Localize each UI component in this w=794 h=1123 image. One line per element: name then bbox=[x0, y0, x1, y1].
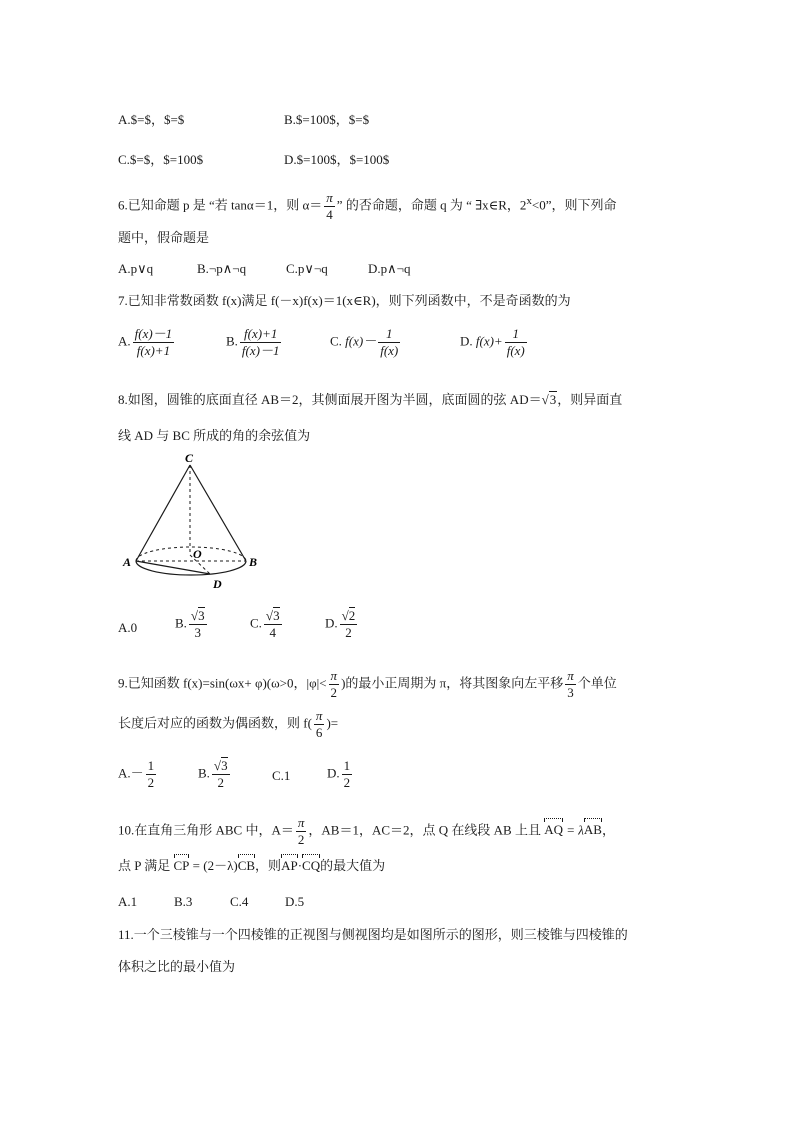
q7-option-c: C. f(x)－ $\frac{1}{f(x)}$ bbox=[330, 326, 399, 358]
q8-stem-line2: 线 AD 与 BC 所成的角的余弦值为 bbox=[118, 428, 311, 443]
q9-option-c: C.1 bbox=[272, 768, 291, 783]
cone-edge-ca bbox=[136, 465, 190, 561]
vector-ab: AB bbox=[584, 820, 602, 840]
q6-stem-line2: 题中，假命题是 bbox=[118, 230, 210, 245]
q8-option-c: C. $\frac{√3}{4}$ bbox=[250, 608, 280, 640]
vector-aq: AQ bbox=[544, 820, 563, 840]
cone-base-back bbox=[136, 547, 246, 561]
chord-ad bbox=[136, 561, 210, 574]
label-a: A bbox=[123, 555, 132, 569]
q9-option-d: D. $\frac{1}{2}$ bbox=[327, 758, 351, 790]
q5-option-c: C.$=$，$=100$ bbox=[118, 152, 204, 167]
q8-sqrt: √3 bbox=[541, 392, 557, 407]
q8-stem: 8.如图，圆锥的底面直径 AB＝2，其侧面展开图为半圆，底面圆的弦 AD＝√3，则异面直 bbox=[118, 390, 622, 410]
label-b: B bbox=[249, 555, 258, 569]
q5-option-d: D.$=100$，$=100$ bbox=[284, 152, 390, 167]
q6-stem bbox=[118, 190, 616, 223]
q5-option-a: A.$=$，$=$ bbox=[118, 112, 185, 127]
vector-ap: AP bbox=[281, 856, 298, 876]
q11-stem-line2: 体积之比的最小值为 bbox=[118, 959, 236, 974]
q10-option-b: B.3 bbox=[174, 894, 193, 909]
cone-figure bbox=[118, 450, 268, 595]
q9-option-a: A.－ $\frac{1}{2}$ bbox=[118, 758, 155, 790]
label-o: O bbox=[193, 547, 202, 561]
vector-cp: CP bbox=[174, 856, 190, 876]
label-d: D bbox=[213, 577, 222, 591]
q6-option-b: B.¬p∧¬q bbox=[197, 261, 247, 276]
q8-option-d: D. $\frac{√2}{2}$ bbox=[325, 608, 356, 640]
q7-stem: 7.已知非常数函数 f(x)满足 f(－x)f(x)＝1(x∈R)，则下列函数中，不是奇函数的为 bbox=[118, 293, 571, 308]
q9-stem: 9.已知函数 f(x)=sin(ωx+ φ)(ω>0，|φ|< $\frac{\pi}{2}$ )的最小正周期为 π，将其图象向左平移 $\frac{\pi}{3}$ 个单位 bbox=[118, 668, 617, 700]
q6-superscript: x bbox=[526, 195, 532, 208]
q10-stem-line2: 点 P 满足 CP = (2－λ)CB，则AP·CQ的最大值为 bbox=[118, 856, 385, 876]
q6-stem-text-3: <0”，则下列命 bbox=[531, 197, 617, 213]
q5-option-b: B.$=100$，$=$ bbox=[284, 112, 370, 127]
q9-option-b: B. $\frac{√3}{2}$ bbox=[198, 758, 228, 790]
q10-option-d: D.5 bbox=[285, 894, 305, 909]
q7-option-a: A. $\frac{f(x)-1}{f(x)+1}$ bbox=[118, 326, 173, 358]
q6-fraction: $\frac{\pi}{4}$ bbox=[326, 190, 333, 222]
q8-option-a: A.0 bbox=[118, 620, 138, 635]
q11-stem: 11.一个三棱锥与一个四棱锥的正视图与侧视图均是如图所示的图形，则三棱锥与四棱锥的 bbox=[118, 927, 628, 942]
cone-base-front bbox=[136, 561, 246, 575]
vector-cb: CB bbox=[238, 856, 255, 876]
q6-option-a: A.p∨q bbox=[118, 261, 154, 276]
q6-stem-text-1: 6.已知命题 p 是 “若 tanα＝1，则 α＝ bbox=[118, 197, 323, 213]
q10-stem: 10.在直角三角形 ABC 中，A＝ $\frac{\pi}{2}$ ，AB＝1，AC＝2，点 Q 在线段 AB 上且 AQ = λAB， bbox=[118, 815, 615, 847]
label-c: C bbox=[185, 451, 194, 465]
q7-option-d: D. f(x)+ $\frac{1}{f(x)}$ bbox=[460, 326, 525, 358]
q9-stem-line2: 长度后对应的函数为偶函数，则 f( $\frac{\pi}{6}$ )= bbox=[118, 708, 339, 740]
q6-stem-text-2: ” 的否命题，命题 q 为 “ ∃x∈R，2 bbox=[336, 197, 527, 213]
q10-option-a: A.1 bbox=[118, 894, 138, 909]
q6-option-d: D.p∧¬q bbox=[368, 261, 411, 276]
q10-option-c: C.4 bbox=[230, 894, 249, 909]
vector-cq: CQ bbox=[302, 856, 320, 876]
q8-option-b: B. $\frac{√3}{3}$ bbox=[175, 608, 205, 640]
q7-option-b: B. $\frac{f(x)+1}{f(x)-1}$ bbox=[226, 326, 280, 358]
q6-option-c: C.p∨¬q bbox=[286, 261, 328, 276]
